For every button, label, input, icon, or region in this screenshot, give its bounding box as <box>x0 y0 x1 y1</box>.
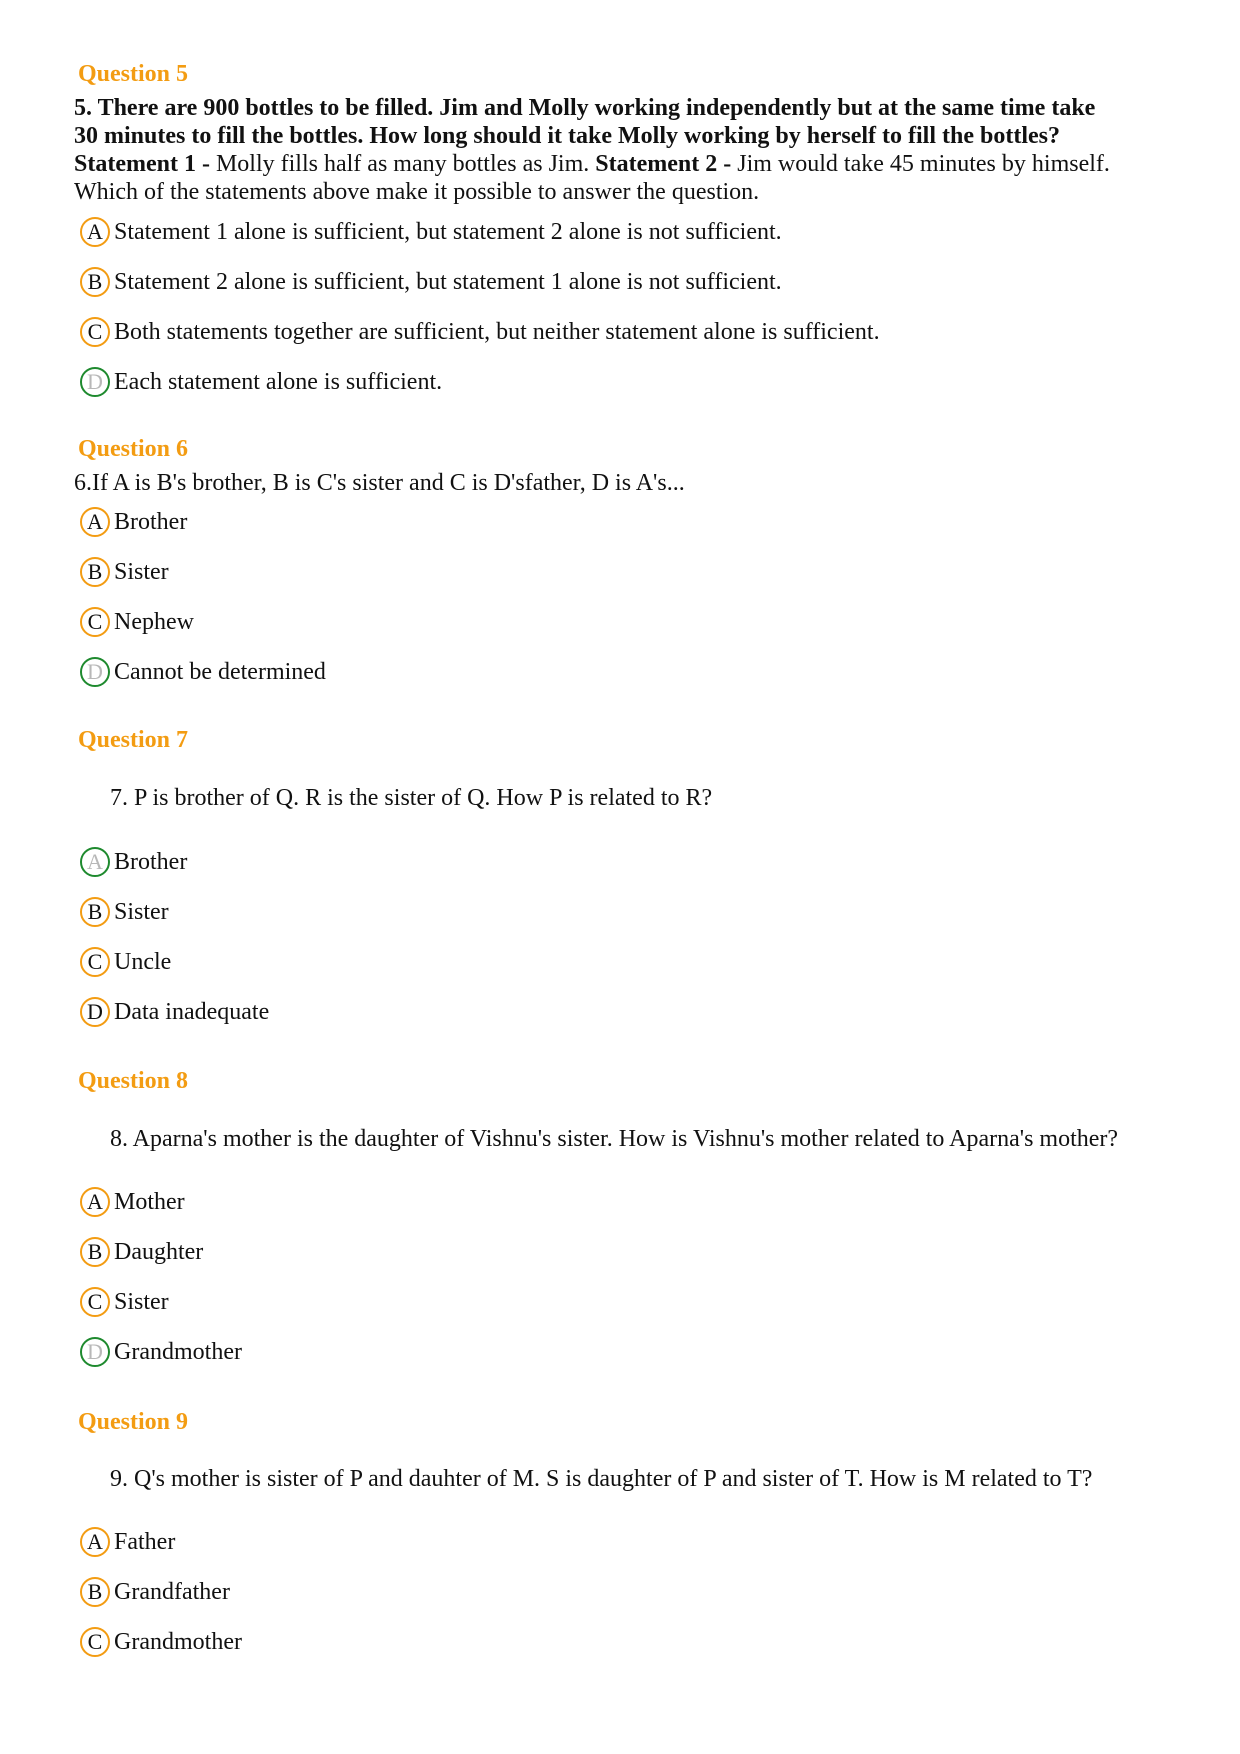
question-7-option-c[interactable] <box>80 945 171 979</box>
question-6-option-b[interactable] <box>80 555 169 589</box>
option-label: Both statements together are sufficient, but neither statement alone is sufficient. <box>114 319 880 345</box>
question-5-statements <box>74 150 1110 178</box>
question-5-line-1: 5. There are 900 bottles to be filled. Jim and Molly working independently but at the same time take <box>74 95 1096 121</box>
question-8-option-b[interactable] <box>80 1235 203 1269</box>
option-label: Brother <box>114 849 188 875</box>
option-label: Grandfather <box>114 1579 230 1605</box>
question-7-title: Question 7 <box>78 727 189 753</box>
option-letter-badge: A <box>80 507 110 537</box>
question-8-text: 8. Aparna's mother is the daughter of Vishnu's sister. How is Vishnu's mother related to Aparna's mother? <box>110 1126 1119 1152</box>
correct-option-letter-badge: D <box>80 367 110 397</box>
question-7-option-b[interactable] <box>80 895 169 929</box>
question-5-line-2: 30 minutes to fill the bottles. How long should it take Molly working by herself to fill the bottles? <box>74 123 1060 149</box>
option-label: Statement 2 alone is sufficient, but statement 1 alone is not sufficient. <box>114 269 782 295</box>
option-letter-badge: C <box>80 607 110 637</box>
option-label: Brother <box>114 509 188 535</box>
statement-2-label: Statement 2 - <box>595 151 732 177</box>
option-letter-badge: D <box>80 997 110 1027</box>
question-6-text: 6.If A is B's brother, B is C's sister and C is D'sfather, D is A's... <box>74 470 685 496</box>
question-8-title: Question 8 <box>78 1068 189 1094</box>
question-7-text: 7. P is brother of Q. R is the sister of Q. How P is related to R? <box>110 785 713 811</box>
option-label: Statement 1 alone is sufficient, but statement 2 alone is not sufficient. <box>114 219 782 245</box>
option-label: Sister <box>114 899 169 925</box>
option-letter-badge: C <box>80 1627 110 1657</box>
question-8-option-d[interactable] <box>80 1335 242 1369</box>
option-label: Uncle <box>114 949 172 975</box>
question-7-option-a[interactable] <box>80 845 187 879</box>
question-5-title: Question 5 <box>78 61 189 87</box>
question-7-option-d[interactable] <box>80 995 269 1029</box>
option-letter-badge: B <box>80 557 110 587</box>
option-label: Sister <box>114 559 169 585</box>
option-label: Father <box>114 1529 176 1555</box>
question-6-option-a[interactable] <box>80 505 187 539</box>
question-5-option-b[interactable] <box>80 265 782 299</box>
option-label: Mother <box>114 1189 185 1215</box>
option-label: Sister <box>114 1289 169 1315</box>
option-letter-badge: A <box>80 1527 110 1557</box>
correct-option-letter-badge: D <box>80 657 110 687</box>
question-6-option-c[interactable] <box>80 605 194 639</box>
option-letter-badge: B <box>80 897 110 927</box>
option-letter-badge: B <box>80 1237 110 1267</box>
option-letter-badge: B <box>80 1577 110 1607</box>
correct-option-letter-badge: D <box>80 1337 110 1367</box>
question-6-title: Question 6 <box>78 436 189 462</box>
question-5-option-c[interactable] <box>80 315 880 349</box>
option-letter-badge: C <box>80 1287 110 1317</box>
option-label: Data inadequate <box>114 999 270 1025</box>
option-label: Each statement alone is sufficient. <box>114 369 443 395</box>
question-6-option-d[interactable] <box>80 655 326 689</box>
option-label: Nephew <box>114 609 194 635</box>
option-letter-badge: A <box>80 217 110 247</box>
option-letter-badge: B <box>80 267 110 297</box>
question-9-option-a[interactable] <box>80 1525 175 1559</box>
option-label: Daughter <box>114 1239 204 1265</box>
question-8-option-c[interactable] <box>80 1285 169 1319</box>
option-letter-badge: C <box>80 317 110 347</box>
question-5-prompt: Which of the statements above make it possible to answer the question. <box>74 179 760 205</box>
statement-2-text: Jim would take 45 minutes by himself. <box>731 151 1110 177</box>
question-5-option-d[interactable] <box>80 365 442 399</box>
statement-1-text: Molly fills half as many bottles as Jim. <box>209 151 596 177</box>
question-9-text: 9. Q's mother is sister of P and dauhter of M. S is daughter of P and sister of T. How is M related to T? <box>110 1466 1093 1492</box>
question-9-option-c[interactable] <box>80 1625 242 1659</box>
question-9-option-b[interactable] <box>80 1575 230 1609</box>
question-8-option-a[interactable] <box>80 1185 185 1219</box>
option-label: Cannot be determined <box>114 659 326 685</box>
question-9-title: Question 9 <box>78 1409 189 1435</box>
correct-option-letter-badge: A <box>80 847 110 877</box>
question-5-option-a[interactable] <box>80 215 782 249</box>
option-letter-badge: C <box>80 947 110 977</box>
option-label: Grandmother <box>114 1339 242 1365</box>
option-letter-badge: A <box>80 1187 110 1217</box>
statement-1-label: Statement 1 - <box>74 151 210 177</box>
option-label: Grandmother <box>114 1629 242 1655</box>
